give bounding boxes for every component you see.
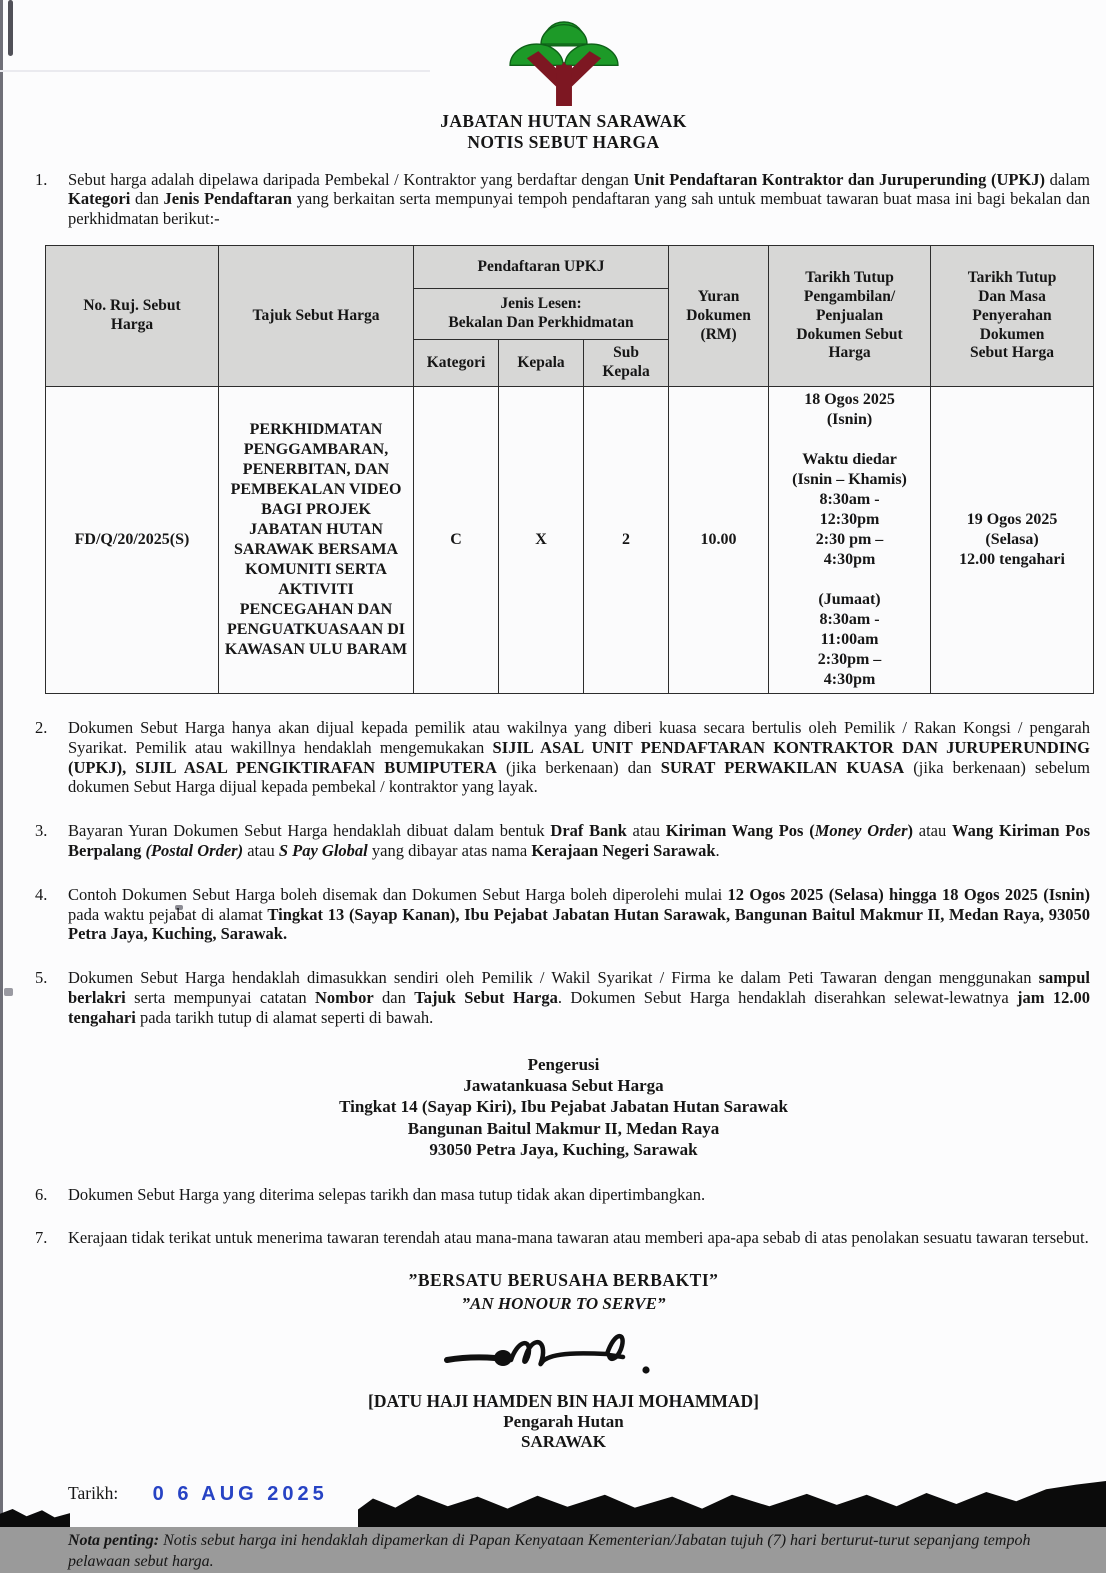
cell-yuran: 10.00 bbox=[669, 387, 769, 694]
department-logo bbox=[35, 14, 1092, 154]
col-header-kepala: Kepala bbox=[499, 340, 584, 387]
paragraph-5-text: Dokumen Sebut Harga hendaklah dimasukkan sendiri oleh Pemilik / Wakil Syarikat / Firma ke dalam Peti Tawaran dengan menggunakan sampul berlakri serta mempunyai catatan Nombor dan Tajuk Sebut Harga. Dokumen Sebut Harga hendaklah diserahkan selewat-lewatnya jam 12.00 tengahari pada tarikh tutup di alamat seperti di bawah. bbox=[68, 968, 1091, 1027]
tender-table bbox=[45, 245, 1094, 694]
cell-kepala: X bbox=[499, 387, 584, 694]
signatory-region: SARAWAK bbox=[520, 1432, 607, 1452]
cell-no-ruj: FD/Q/20/2025(S) bbox=[46, 387, 219, 694]
col-header-jenis-lesen: Jenis Lesen: Bekalan Dan Perkhidmatan bbox=[414, 289, 669, 340]
paragraph-1-number: 1. bbox=[35, 169, 48, 189]
signatory-name: [DATU HAJI HAMDEN BIN HAJI MOHAMMAD] bbox=[368, 1391, 759, 1412]
col-header-yuran: Yuran Dokumen (RM) bbox=[669, 246, 769, 387]
important-note: Nota penting: Notis sebut harga ini hendaklah dipamerkan di Papan Kenyataan Kementerian/Jabatan tujuh (7) hari berturut-turut sepanjang tempoh pelawaan sebut harga. bbox=[68, 1532, 1031, 1571]
col-header-tarikh-penyerahan: Tarikh Tutup Dan Masa Penyerahan Dokumen Sebut Harga bbox=[931, 246, 1094, 387]
paragraph-7-text: Kerajaan tidak terikat untuk menerima tawaran terendah atau mana-mana tawaran atau memberi apa-apa sebab di atas penolakan sesuatu tawaran tersebut. bbox=[68, 1228, 1089, 1248]
handwritten-signature-icon bbox=[439, 1322, 689, 1384]
paragraph-5-number: 5. bbox=[35, 968, 48, 988]
paragraph-6-number: 6. bbox=[35, 1184, 48, 1204]
paragraph-5 bbox=[35, 968, 1092, 1027]
document-title-line1: JABATAN HUTAN SARAWAK bbox=[440, 111, 687, 131]
paragraph-4-number: 4. bbox=[35, 884, 48, 904]
submission-address-block: Pengerusi Jawatankuasa Sebut Harga Tingkat 14 (Sayap Kiri), Ibu Pejabat Jabatan Hutan Sarawak Bangunan Baitul Makmur II, Medan Raya 93050 Petra Jaya, Kuching, Sarawak bbox=[339, 1054, 788, 1160]
paragraph-7 bbox=[35, 1228, 1092, 1248]
signature bbox=[35, 1322, 1092, 1389]
cell-tarikh-penyerahan: 19 Ogos 2025 (Selasa) 12.00 tengahari bbox=[931, 387, 1094, 694]
paragraph-4-text: Contoh Dokumen Sebut Harga boleh disemak dan Dokumen Sebut Harga boleh diperolehi mulai 12 Ogos 2025 (Selasa) hingga 18 Ogos 2025 (Isnin) pada waktu pejabat di alamat Tingkat 13 (Sayap Kanan), Ibu Pejabat Jabatan Hutan Sarawak, Bangunan Baitul Makmur II, Medan Raya, 93050 Petra Jaya, Kuching, Sarawak. bbox=[68, 884, 1090, 944]
cell-kategori: C bbox=[414, 387, 499, 694]
signatory-title: Pengarah Hutan bbox=[503, 1412, 624, 1432]
document-title-line2: NOTIS SEBUT HARGA bbox=[467, 132, 660, 153]
paragraph-2-number: 2. bbox=[35, 718, 48, 738]
tree-logo-icon bbox=[501, 14, 627, 106]
cell-tarikh-pengambilan: 18 Ogos 2025 (Isnin) Waktu diedar (Isnin – Khamis) 8:30am - 12:30pm 2:30 pm – 4:30pm (Jumaat) 8:30am - 11:00am 2:30pm – 4:30pm bbox=[769, 387, 931, 694]
col-header-no-ruj: No. Ruj. Sebut Harga bbox=[46, 246, 219, 387]
paragraph-6 bbox=[35, 1185, 1092, 1205]
paragraph-2-text: Dokumen Sebut Harga hanya akan dijual kepada pemilik atau wakilnya yang diberi kuasa secara bertulis oleh Pemilik / Rakan Kongsi / pengarah Syarikat. Pemilik atau wakillnya hendaklah mengemukakan SIJIL ASAL UNIT PENDAFTARAN KONTRAKTOR DAN JURUPERUNDING (UPKJ), SIJIL ASAL PENGIKTIRAFAN BUMIPUTERA (jika berkenaan) dan SURAT PERWAKILAN KUASA (jika berkenaan) sebelum dokumen Sebut Harga dijual kepada pembekal / kontraktor yang layak. bbox=[68, 718, 1091, 797]
paragraph-4 bbox=[35, 885, 1092, 944]
paragraph-1-text: Sebut harga adalah dipelawa daripada Pembekal / Kontraktor yang berdaftar dengan Unit Pendaftaran Kontraktor dan Juruperunding (UPKJ) dalam Kategori dan Jenis Pendaftaran yang berkaitan serta mempunyai tempoh pendaftaran yang sah untuk membuat tawaran buat masa ini bagi bekalan dan perkhidmatan berikut:- bbox=[68, 169, 1090, 229]
motto-english: ”AN HONOUR TO SERVE” bbox=[461, 1294, 666, 1314]
col-header-pendaftaran-upkj: Pendaftaran UPKJ bbox=[414, 246, 669, 289]
date-stamp: 0 6 AUG 2025 bbox=[152, 1483, 328, 1506]
motto-malay: ”BERSATU BERUSAHA BERBAKTI” bbox=[408, 1270, 719, 1291]
col-header-tajuk: Tajuk Sebut Harga bbox=[219, 246, 414, 387]
tender-table-row bbox=[46, 387, 1094, 694]
paragraph-7-number: 7. bbox=[35, 1228, 48, 1248]
paragraph-2 bbox=[35, 718, 1092, 797]
cell-tajuk: PERKHIDMATAN PENGGAMBARAN, PENERBITAN, DAN PEMBEKALAN VIDEO BAGI PROJEK JABATAN HUTAN SARAWAK BERSAMA KOMUNITI SERTA AKTIVITI PENCEGAHAN DAN PENGUATKUASAAN DI KAWASAN ULU BARAM bbox=[219, 387, 414, 694]
col-header-sub-kepala: Sub Kepala bbox=[584, 340, 669, 387]
paragraph-3-number: 3. bbox=[35, 821, 48, 841]
paragraph-6-text: Dokumen Sebut Harga yang diterima selepas tarikh dan masa tutup tidak akan dipertimbangkan. bbox=[68, 1184, 706, 1204]
date-label: Tarikh: bbox=[68, 1483, 119, 1504]
col-header-tarikh-pengambilan: Tarikh Tutup Pengambilan/ Penjualan Dokumen Sebut Harga bbox=[769, 246, 931, 387]
paragraph-3-text: Bayaran Yuran Dokumen Sebut Harga hendaklah dibuat dalam bentuk Draf Bank atau Kiriman Wang Pos (Money Order) atau Wang Kiriman Pos Berpalang (Postal Order) atau S Pay Global yang dibayar atas nama Kerajaan Negeri Sarawak. bbox=[68, 821, 1091, 861]
cell-sub-kepala: 2 bbox=[584, 387, 669, 694]
date-row bbox=[68, 1482, 1092, 1505]
paragraph-1 bbox=[35, 170, 1092, 229]
col-header-kategori: Kategori bbox=[414, 340, 499, 387]
paragraph-3 bbox=[35, 821, 1092, 861]
